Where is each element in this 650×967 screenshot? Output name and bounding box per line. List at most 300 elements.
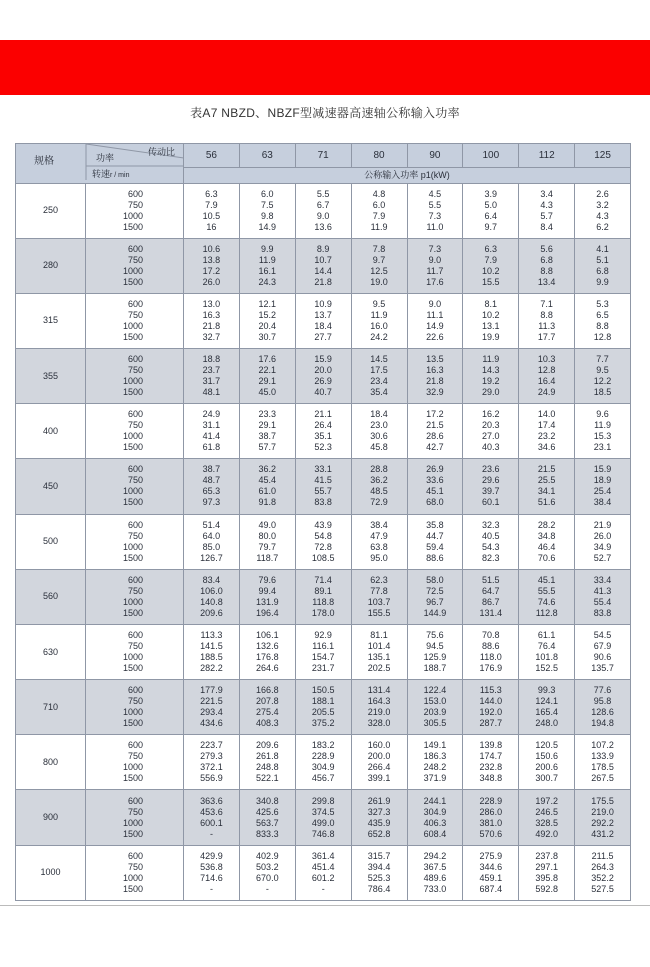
power-cell xyxy=(463,349,519,404)
power-value: 65.3 xyxy=(202,486,221,497)
power-value: 7.1 xyxy=(540,298,553,309)
power-cell xyxy=(407,569,463,624)
power-value: 61.8 xyxy=(202,442,221,453)
power-value: 23.4 xyxy=(370,376,388,387)
power-value: 264.6 xyxy=(256,663,279,673)
ratio-header-56: 56 xyxy=(184,144,240,168)
power-value: 115.3 xyxy=(479,685,502,696)
speed-value: 600 xyxy=(127,243,143,254)
speed-value: 1000 xyxy=(122,265,143,276)
power-value: 42.7 xyxy=(426,442,444,453)
power-value: 79.7 xyxy=(258,541,277,552)
power-value: 23.7 xyxy=(202,365,221,376)
power-value: 18.4 xyxy=(314,320,332,331)
power-cell xyxy=(519,459,575,514)
power-value: 4.1 xyxy=(596,243,609,254)
power-cell xyxy=(295,845,351,900)
power-cell xyxy=(184,680,240,735)
power-cell xyxy=(519,569,575,624)
table-row xyxy=(16,238,631,293)
power-cell xyxy=(463,569,519,624)
power-value: 43.9 xyxy=(314,519,332,530)
power-value: 27.7 xyxy=(314,331,332,342)
power-cell xyxy=(239,183,295,238)
power-value: 5.7 xyxy=(540,210,553,221)
power-value: 23.1 xyxy=(593,442,612,453)
power-value: 29.1 xyxy=(258,420,277,431)
power-value: 25.5 xyxy=(537,475,556,486)
power-value: - xyxy=(209,828,213,839)
power-value: 15.5 xyxy=(482,276,500,287)
power-cell xyxy=(239,624,295,679)
power-value: 266.4 xyxy=(367,762,391,773)
spec-cell: 630 xyxy=(16,624,86,679)
power-value: 304.9 xyxy=(423,806,447,817)
power-cell xyxy=(351,514,407,569)
power-cell xyxy=(519,624,575,679)
power-value: 17.6 xyxy=(258,354,277,365)
power-value: 431.2 xyxy=(591,828,614,839)
power-cell xyxy=(351,183,407,238)
power-value: 406.3 xyxy=(423,817,447,828)
power-value: 40.3 xyxy=(482,442,500,453)
power-value: 205.5 xyxy=(311,707,335,718)
power-value: 714.6 xyxy=(200,872,223,883)
power-value: 38.4 xyxy=(593,497,612,508)
power-value: 13.0 xyxy=(202,298,221,309)
power-value: 8.8 xyxy=(596,320,609,331)
power-value: 149.1 xyxy=(423,740,447,751)
power-value: 5.5 xyxy=(428,199,442,210)
power-value: 394.4 xyxy=(367,861,391,872)
speed-value: 1000 xyxy=(122,541,143,552)
power-value: 9.5 xyxy=(596,365,609,376)
power-value: 30.7 xyxy=(258,331,277,342)
power-value: 41.3 xyxy=(593,585,612,596)
power-value: 833.3 xyxy=(256,828,279,839)
power-value: 264.3 xyxy=(591,861,614,872)
power-value: 48.7 xyxy=(202,475,221,486)
spec-cell: 280 xyxy=(16,238,86,293)
power-value: 7.5 xyxy=(261,199,274,210)
speed-value: 750 xyxy=(127,309,143,320)
power-value: 275.4 xyxy=(256,707,279,718)
power-value: 41.5 xyxy=(314,475,332,486)
power-cell xyxy=(575,238,631,293)
power-value: - xyxy=(265,883,269,894)
power-value: 200.0 xyxy=(367,751,391,762)
power-cell xyxy=(184,238,240,293)
power-cell xyxy=(519,404,575,459)
power-cell xyxy=(239,514,295,569)
power-value: 6.3 xyxy=(484,243,498,254)
power-value: 35.8 xyxy=(426,519,444,530)
power-value: 55.4 xyxy=(593,596,612,607)
power-value: 23.6 xyxy=(482,464,500,475)
power-value: 77.8 xyxy=(370,585,388,596)
power-cell xyxy=(239,569,295,624)
speed-value: 1500 xyxy=(122,828,143,839)
power-value: 203.9 xyxy=(423,707,447,718)
speed-value: 750 xyxy=(127,696,143,707)
power-value: 94.5 xyxy=(426,641,444,651)
power-value: 72.9 xyxy=(370,497,388,508)
power-value: 305.5 xyxy=(423,718,447,729)
power-value: 286.0 xyxy=(479,806,503,817)
power-value: 10.2 xyxy=(482,265,500,276)
power-value: 408.3 xyxy=(256,718,279,729)
power-value: 11.9 xyxy=(258,254,276,265)
power-value: 26.0 xyxy=(593,530,612,541)
power-value: 17.7 xyxy=(537,331,556,342)
power-cell xyxy=(463,680,519,735)
power-value: 63.8 xyxy=(370,541,388,552)
power-value: 17.2 xyxy=(426,409,444,420)
power-value: 32.9 xyxy=(426,387,444,398)
speed-cell xyxy=(86,404,184,459)
power-value: 174.7 xyxy=(479,751,503,762)
power-value: 15.2 xyxy=(258,309,277,320)
speed-value: 1000 xyxy=(122,652,143,662)
power-cell xyxy=(407,404,463,459)
power-value: 24.9 xyxy=(537,387,556,398)
table-row xyxy=(16,569,631,624)
power-cell xyxy=(407,514,463,569)
power-value: 10.3 xyxy=(537,354,556,365)
power-value: 28.8 xyxy=(370,464,388,475)
power-value: 733.0 xyxy=(423,883,447,894)
table-row xyxy=(16,183,631,238)
power-value: 131.4 xyxy=(367,685,391,696)
power-value: 139.8 xyxy=(479,740,503,751)
power-value: 32.7 xyxy=(202,331,221,342)
power-value: 231.7 xyxy=(311,663,335,673)
power-value: 18.5 xyxy=(593,387,612,398)
spec-cell: 315 xyxy=(16,293,86,348)
power-cell xyxy=(407,238,463,293)
power-value: 125.9 xyxy=(423,652,447,662)
power-value: 71.4 xyxy=(314,574,332,585)
power-value: 41.4 xyxy=(202,431,221,442)
power-value: 52.3 xyxy=(314,442,332,453)
power-value: 83.8 xyxy=(314,497,332,508)
spec-cell: 560 xyxy=(16,569,86,624)
power-value: 95.0 xyxy=(370,552,388,563)
power-cell xyxy=(463,624,519,679)
power-value: 33.1 xyxy=(314,464,332,475)
power-value: 6.8 xyxy=(540,254,553,265)
power-value: 13.6 xyxy=(314,221,332,232)
power-value: 522.1 xyxy=(256,773,279,784)
power-value: 140.8 xyxy=(200,596,223,607)
speed-value: 750 xyxy=(127,751,143,762)
power-value: 300.7 xyxy=(535,773,558,784)
power-value: 12.8 xyxy=(537,365,556,376)
power-value: 228.9 xyxy=(479,795,503,806)
power-value: 6.0 xyxy=(372,199,386,210)
power-value: 192.0 xyxy=(479,707,503,718)
power-value: 23.2 xyxy=(537,431,556,442)
power-value: 60.1 xyxy=(482,497,500,508)
power-cell xyxy=(351,845,407,900)
power-cell xyxy=(575,183,631,238)
power-cell xyxy=(519,680,575,735)
power-value: 8.9 xyxy=(316,243,330,254)
power-value: 101.4 xyxy=(367,641,391,651)
power-cell xyxy=(519,514,575,569)
power-value: 11.1 xyxy=(426,309,444,320)
power-value: 141.5 xyxy=(200,641,223,651)
power-value: 202.5 xyxy=(367,663,391,673)
speed-value: 1000 xyxy=(122,376,143,387)
power-value: 435.9 xyxy=(367,817,391,828)
spec-cell: 1000 xyxy=(16,845,86,900)
power-value: 8.8 xyxy=(540,265,553,276)
power-value: 361.4 xyxy=(311,850,335,861)
power-value: 183.2 xyxy=(311,740,335,751)
power-value: 402.9 xyxy=(256,850,279,861)
power-value: 10.6 xyxy=(202,243,221,254)
power-value: 3.9 xyxy=(484,188,498,199)
power-value: 687.4 xyxy=(479,883,503,894)
ratio-header-125: 125 xyxy=(575,144,631,168)
table-row xyxy=(16,514,631,569)
power-value: 7.9 xyxy=(484,254,498,265)
power-value: 17.5 xyxy=(370,365,388,376)
power-cell xyxy=(575,845,631,900)
power-cell xyxy=(575,569,631,624)
speed-value: 600 xyxy=(127,188,143,199)
power-cell xyxy=(519,845,575,900)
power-cell xyxy=(295,238,351,293)
power-value: 95.8 xyxy=(593,696,612,707)
speed-value: 750 xyxy=(127,420,143,431)
power-value: 64.7 xyxy=(482,585,500,596)
power-value: 6.4 xyxy=(484,210,498,221)
power-value: 601.2 xyxy=(311,872,335,883)
power-value: 36.2 xyxy=(370,475,388,486)
power-value: 275.9 xyxy=(479,850,503,861)
speed-value: 1500 xyxy=(122,718,143,729)
power-value: 11.9 xyxy=(370,309,388,320)
power-value: 196.4 xyxy=(256,607,279,618)
power-value: 267.5 xyxy=(591,773,614,784)
power-value: 211.5 xyxy=(591,850,614,861)
power-value: 299.8 xyxy=(311,795,335,806)
power-value: 7.3 xyxy=(428,210,442,221)
power-cell xyxy=(407,293,463,348)
speed-value: 1000 xyxy=(122,210,143,221)
power-value: 57.7 xyxy=(258,442,277,453)
power-value: 489.6 xyxy=(423,872,447,883)
power-value: 64.0 xyxy=(202,530,221,541)
power-value: 61.1 xyxy=(537,630,556,640)
power-value: 15.9 xyxy=(593,464,612,475)
power-value: 36.2 xyxy=(258,464,277,475)
power-table-body xyxy=(16,144,631,901)
power-value: 26.9 xyxy=(426,464,444,475)
power-value: 221.5 xyxy=(200,696,223,707)
power-cell xyxy=(184,790,240,845)
table-row xyxy=(16,735,631,790)
power-value: 33.6 xyxy=(426,475,444,486)
power-value: 16 xyxy=(206,221,217,232)
power-value: 131.9 xyxy=(256,596,279,607)
power-value: 58.0 xyxy=(426,574,444,585)
power-value: 219.0 xyxy=(591,806,614,817)
power-value: 45.8 xyxy=(370,442,388,453)
power-cell xyxy=(295,514,351,569)
power-cell xyxy=(295,183,351,238)
power-cell xyxy=(239,790,295,845)
power-value: 10.2 xyxy=(482,309,500,320)
power-value: 9.0 xyxy=(428,298,442,309)
power-value: 499.0 xyxy=(311,817,335,828)
power-cell xyxy=(351,569,407,624)
speed-cell xyxy=(86,680,184,735)
ratio-header-100: 100 xyxy=(463,144,519,168)
power-value: 118.0 xyxy=(479,652,502,662)
power-value: 34.1 xyxy=(537,486,556,497)
table-row xyxy=(16,293,631,348)
power-value: 22.1 xyxy=(258,365,277,376)
power-value: 77.6 xyxy=(593,685,612,696)
power-value: 304.9 xyxy=(311,762,335,773)
power-value: 46.4 xyxy=(537,541,556,552)
power-cell xyxy=(295,624,351,679)
power-value: 83.4 xyxy=(202,574,221,585)
speed-value: 1500 xyxy=(122,276,143,287)
power-value: 24.3 xyxy=(258,276,277,287)
power-cell xyxy=(295,569,351,624)
power-value: 186.3 xyxy=(423,751,447,762)
power-value: 6.2 xyxy=(596,221,609,232)
power-value: 122.4 xyxy=(423,685,447,696)
power-value: 39.7 xyxy=(482,486,500,497)
power-value: 38.4 xyxy=(370,519,388,530)
power-value: 459.1 xyxy=(479,872,503,883)
power-value: 178.5 xyxy=(591,762,614,773)
power-value: 28.6 xyxy=(426,431,444,442)
power-value: 219.0 xyxy=(367,707,391,718)
speed-value: 1500 xyxy=(122,442,143,453)
speed-value: 1500 xyxy=(122,497,143,508)
power-value: 344.6 xyxy=(479,861,503,872)
table-title: 表A7 NBZD、NBZF型减速器高速轴公称输入功率 xyxy=(190,106,460,120)
power-value: 96.7 xyxy=(426,596,444,607)
power-value: 608.4 xyxy=(423,828,447,839)
table-row xyxy=(16,459,631,514)
power-value: 70.8 xyxy=(482,630,500,640)
power-cell xyxy=(239,293,295,348)
power-value: 45.4 xyxy=(258,475,277,486)
speed-value: 1500 xyxy=(122,773,143,784)
power-cell xyxy=(351,404,407,459)
header-speed-unit: r / min xyxy=(110,172,130,179)
power-cell xyxy=(519,790,575,845)
power-value: 81.1 xyxy=(370,630,388,640)
power-value: 6.0 xyxy=(261,188,274,199)
speed-cell xyxy=(86,790,184,845)
power-value: 17.6 xyxy=(426,276,444,287)
power-value: 11.3 xyxy=(538,320,556,331)
power-cell xyxy=(239,238,295,293)
power-value: 3.4 xyxy=(540,188,553,199)
speed-cell xyxy=(86,735,184,790)
power-value: 175.5 xyxy=(591,795,614,806)
power-value: 116.1 xyxy=(312,641,335,651)
power-cell xyxy=(575,680,631,735)
power-value: 103.7 xyxy=(367,596,391,607)
power-cell xyxy=(351,238,407,293)
power-value: 21.1 xyxy=(314,409,332,420)
power-value: 45.1 xyxy=(537,574,556,585)
power-value: 340.8 xyxy=(256,795,279,806)
power-value: 5.6 xyxy=(540,243,553,254)
power-value: 21.9 xyxy=(593,519,612,530)
power-value: 188.5 xyxy=(200,652,223,662)
power-value: 246.5 xyxy=(535,806,558,817)
table-row xyxy=(16,349,631,404)
power-cell xyxy=(239,845,295,900)
power-value: 155.5 xyxy=(367,607,391,618)
power-value: 21.8 xyxy=(426,376,444,387)
power-cell xyxy=(407,680,463,735)
header-spec-label: 规格 xyxy=(34,156,54,167)
speed-value: 600 xyxy=(127,519,143,530)
power-value: 15.9 xyxy=(314,354,332,365)
power-value: 4.5 xyxy=(428,188,442,199)
power-value: 165.4 xyxy=(535,707,558,718)
power-value: 7.9 xyxy=(205,199,218,210)
power-cell xyxy=(519,293,575,348)
power-cell xyxy=(463,183,519,238)
power-cell xyxy=(239,735,295,790)
power-cell xyxy=(239,349,295,404)
power-value: 10.5 xyxy=(202,210,221,221)
table-row xyxy=(16,624,631,679)
power-value: 456.7 xyxy=(311,773,335,784)
power-value: 15.3 xyxy=(593,431,612,442)
power-value: 72.5 xyxy=(426,585,444,596)
power-value: 228.9 xyxy=(311,751,335,762)
power-value: 21.8 xyxy=(202,320,221,331)
power-value: 61.0 xyxy=(258,486,277,497)
spec-cell: 900 xyxy=(16,790,86,845)
power-value: 8.8 xyxy=(540,309,553,320)
power-value: 54.5 xyxy=(593,630,612,640)
power-cell xyxy=(407,349,463,404)
speed-value: 1000 xyxy=(122,596,143,607)
ratio-header-112: 112 xyxy=(519,144,575,168)
power-value: 2.6 xyxy=(596,188,609,199)
power-cell xyxy=(519,238,575,293)
speed-value: 600 xyxy=(127,409,143,420)
power-cell xyxy=(184,293,240,348)
power-value: 188.1 xyxy=(311,696,335,707)
power-value: 9.5 xyxy=(372,298,386,309)
power-value: 19.0 xyxy=(370,276,388,287)
power-value: 88.6 xyxy=(482,641,500,651)
ratio-header-90: 90 xyxy=(407,144,463,168)
power-value: 31.7 xyxy=(202,376,221,387)
power-value: 89.1 xyxy=(314,585,332,596)
power-value: 82.3 xyxy=(482,552,500,563)
power-value: 55.5 xyxy=(537,585,556,596)
header-power-unit-cell: 公称输入功率 p1(kW) xyxy=(184,167,631,183)
power-value: 367.5 xyxy=(423,861,447,872)
speed-cell xyxy=(86,624,184,679)
